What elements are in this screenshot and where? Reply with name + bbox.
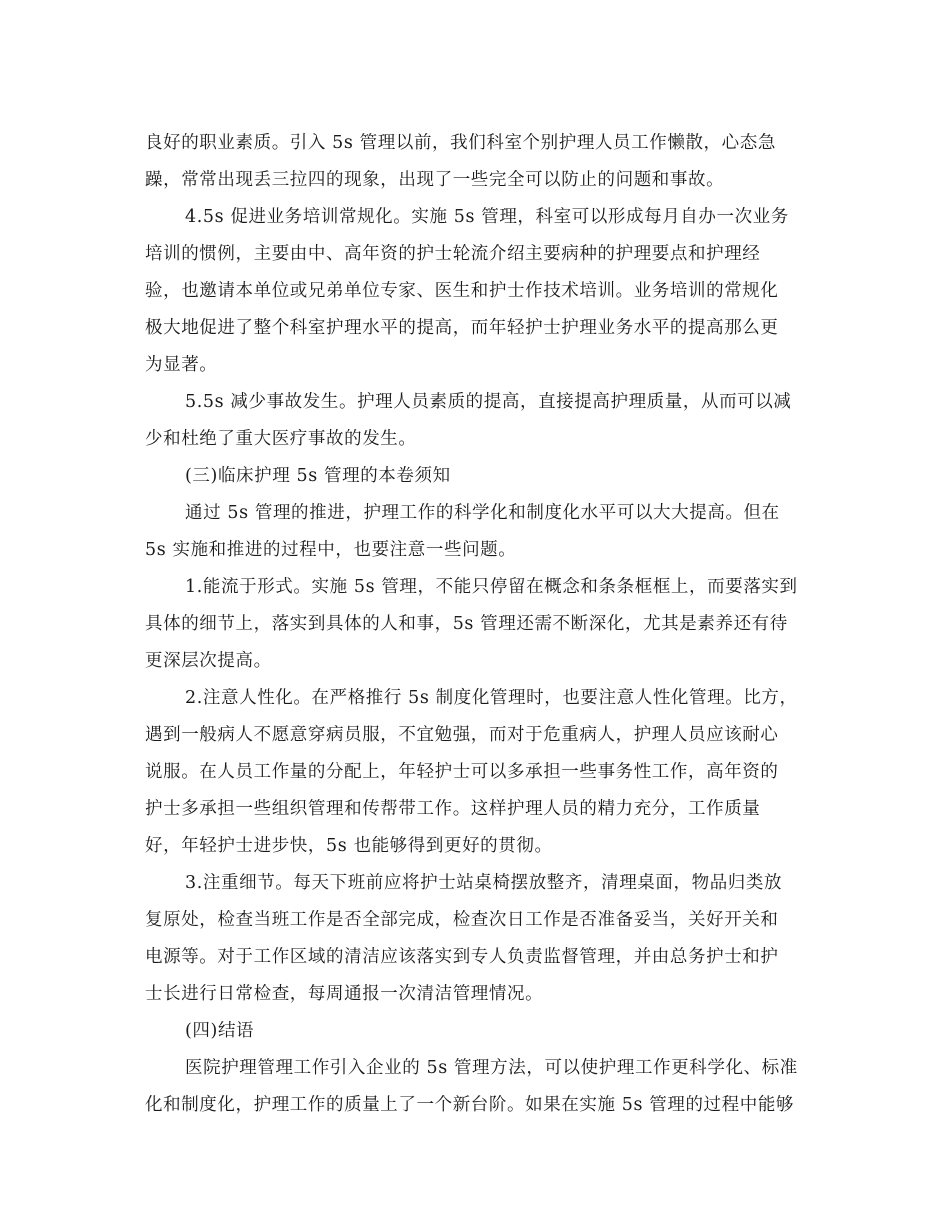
text-line: 3.注重细节。每天下班前应将护士站桌椅摆放整齐，清理桌面，物品归类放 <box>185 873 783 893</box>
text-line: 良好的职业素质。引入 5s 管理以前，我们科室个别护理人员工作懒散，心态急 <box>145 133 776 153</box>
text-line: 化和制度化，护理工作的质量上了一个新台阶。如果在实施 5s 管理的过程中能够 <box>145 1095 795 1115</box>
text-line: 培训的惯例，主要由中、高年资的护士轮流介绍主要病种的护理要点和护理经 <box>145 244 761 264</box>
text-line: 5.5s 减少事故发生。护理人员素质的提高，直接提高护理质量，从而可以减 <box>185 392 792 412</box>
text-line: 极大地促进了整个科室护理水平的提高，而年轻护士护理业务水平的提高那么更 <box>145 318 779 338</box>
text-line: 遇到一般病人不愿意穿病员服，不宜勉强，而对于危重病人，护理人员应该耐心 <box>145 725 779 745</box>
text-line: 更深层次提高。 <box>145 651 272 671</box>
text-line: 医院护理管理工作引入企业的 5s 管理方法，可以使护理工作更科学化、标准 <box>185 1058 798 1078</box>
text-line: 士长进行日常检查，每周通报一次清洁管理情况。 <box>145 984 544 1004</box>
text-line: 1.能流于形式。实施 5s 管理，不能只停留在概念和条条框框上，而要落实到 <box>185 577 798 597</box>
text-line: 2.注意人性化。在严格推行 5s 制度化管理时，也要注意人性化管理。比方， <box>185 688 798 708</box>
text-line: 躁，常常出现丢三拉四的现象，出现了一些完全可以防止的问题和事故。 <box>145 170 725 190</box>
text-line: 4.5s 促进业务培训常规化。实施 5s 管理，科室可以形成每月自办一次业务 <box>185 207 789 227</box>
text-line: 少和杜绝了重大医疗事故的发生。 <box>145 429 417 449</box>
section-heading: (四)结语 <box>185 1021 255 1041</box>
text-line: 验，也邀请本单位或兄弟单位专家、医生和护士作技术培训。业务培训的常规化 <box>145 281 779 301</box>
text-line: 复原处，检查当班工作是否全部完成，检查次日工作是否准备妥当，关好开关和 <box>145 910 779 930</box>
text-line: 说服。在人员工作量的分配上，年轻护士可以多承担一些事务性工作，高年资的 <box>145 762 779 782</box>
section-heading: (三)临床护理 5s 管理的本卷须知 <box>185 466 451 486</box>
text-line: 护士多承担一些组织管理和传帮带工作。这样护理人员的精力充分，工作质量 <box>145 799 761 819</box>
text-line: 为显著。 <box>145 355 218 375</box>
text-line: 5s 实施和推进的过程中，也要注意一些问题。 <box>145 540 517 560</box>
text-line: 好，年轻护士进步快，5s 也能够得到更好的贯彻。 <box>145 836 553 856</box>
text-line: 具体的细节上，落实到具体的人和事，5s 管理还需不断深化，尤其是素养还有待 <box>145 614 788 634</box>
text-line: 通过 5s 管理的推进，护理工作的科学化和制度化水平可以大大提高。但在 <box>185 503 780 523</box>
text-line: 电源等。对于工作区域的清洁应该落实到专人负责监督管理，并由总务护士和护 <box>145 947 779 967</box>
